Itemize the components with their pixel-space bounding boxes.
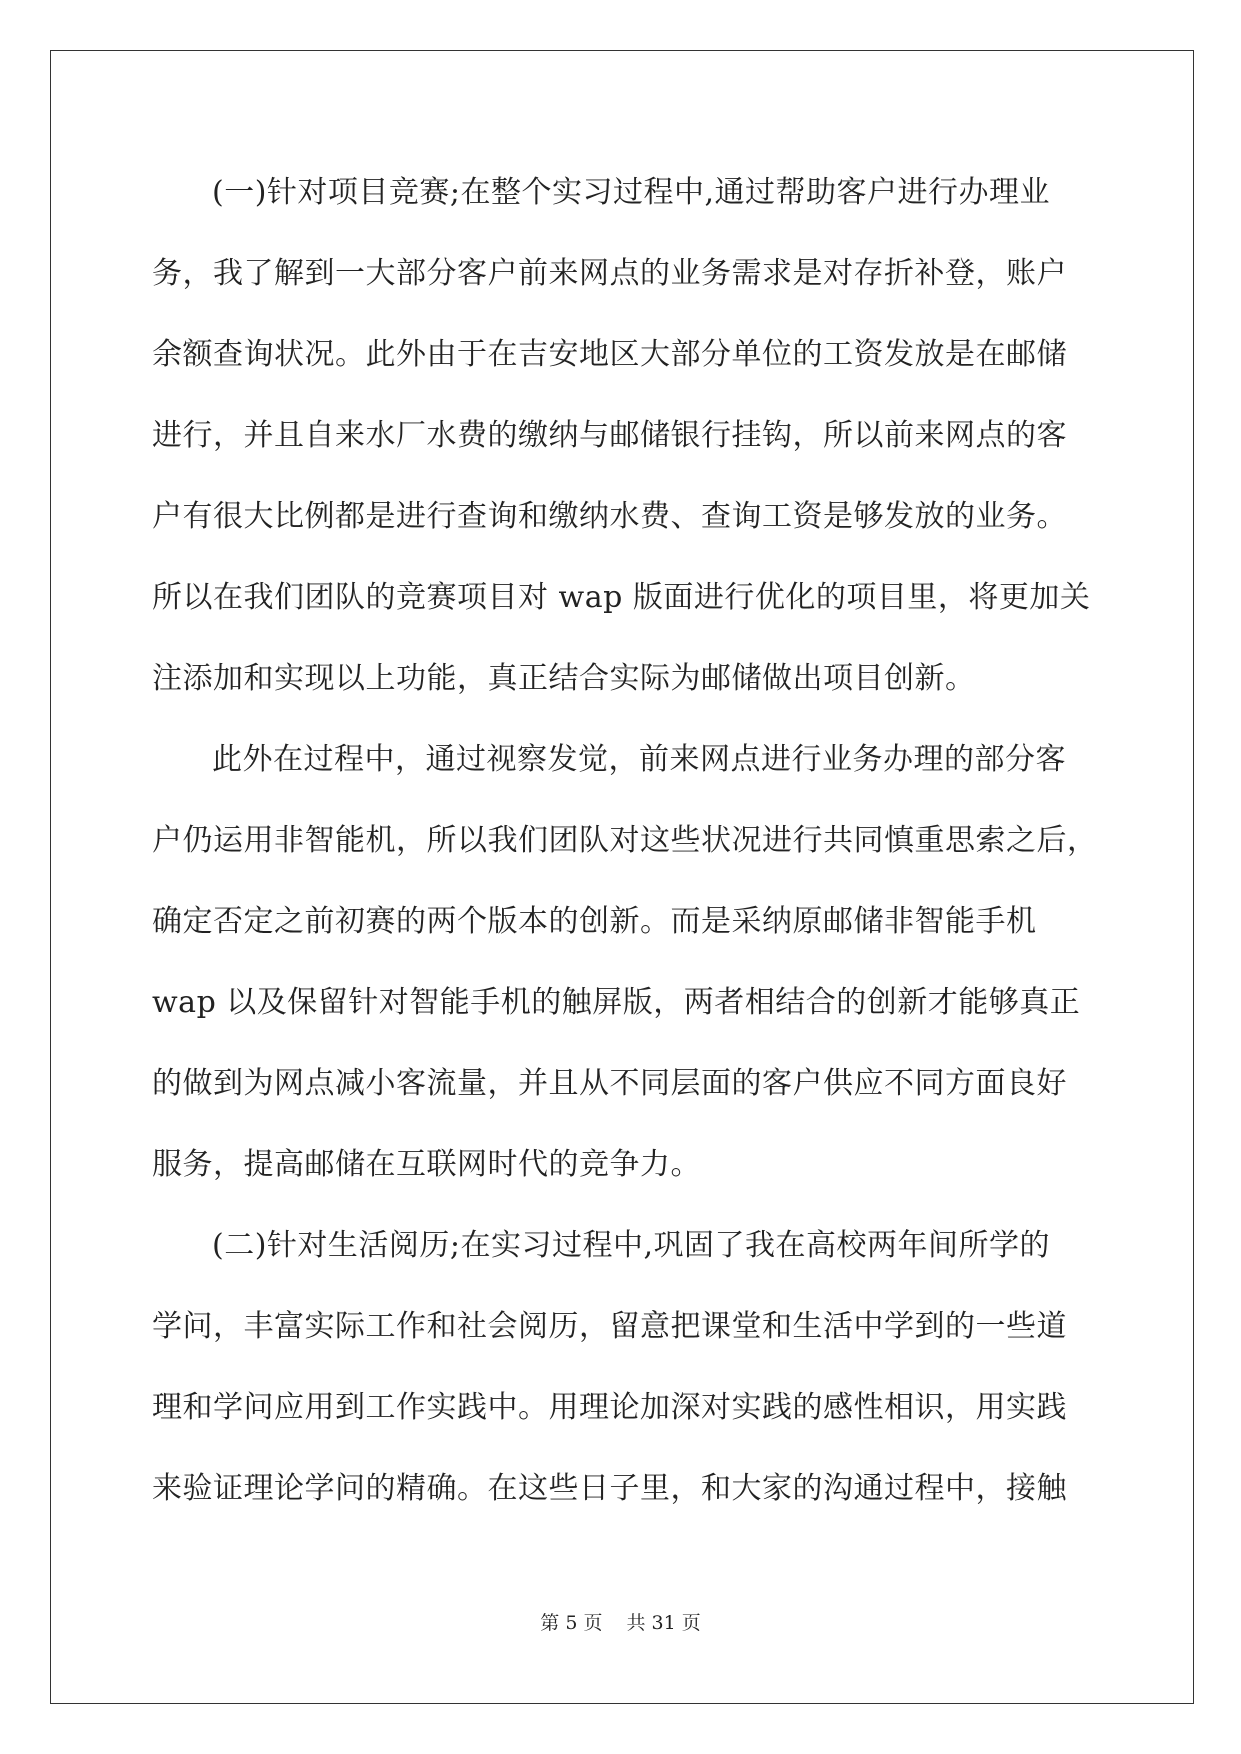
- page-footer: [0, 1608, 1241, 1635]
- text-line: 户仍运用非智能机，所以我们团队对这些状况进行共同慎重思索之后，: [152, 823, 1098, 858]
- text-line: 学问，丰富实际工作和社会阅历，留意把课堂和生活中学到的一些道: [152, 1309, 1067, 1344]
- text-line: 所以在我们团队的竞赛项目对 wap 版面进行优化的项目里，将更加关: [152, 580, 1091, 615]
- paragraph-3: [152, 1205, 1097, 1529]
- text-line: (二)针对生活阅历;在实习过程中,巩固了我在高校两年间所学的: [212, 1228, 1051, 1263]
- document-body: [152, 152, 1097, 1529]
- paragraph-2: [152, 719, 1097, 1205]
- text-line: wap 以及保留针对智能手机的触屏版，两者相结合的创新才能够真正: [152, 985, 1081, 1020]
- text-line: 进行，并且自来水厂水费的缴纳与邮储银行挂钩，所以前来网点的客: [152, 418, 1067, 453]
- text-line: 来验证理论学问的精确。在这些日子里，和大家的沟通过程中，接触: [152, 1471, 1067, 1506]
- text-line: 此外在过程中，通过视察发觉，前来网点进行业务办理的部分客: [212, 742, 1066, 777]
- text-line: 确定否定之前初赛的两个版本的创新。而是采纳原邮储非智能手机: [152, 904, 1037, 939]
- text-line: 理和学问应用到工作实践中。用理论加深对实践的感性相识，用实践: [152, 1390, 1067, 1425]
- text-line: 注添加和实现以上功能，真正结合实际为邮储做出项目创新。: [152, 661, 976, 696]
- page-number: 第 5 页: [540, 1612, 603, 1634]
- paragraph-1: [152, 152, 1097, 719]
- text-line: 户有很大比例都是进行查询和缴纳水费、查询工资是够发放的业务。: [152, 499, 1067, 534]
- text-line: 余额查询状况。此外由于在吉安地区大部分单位的工资发放是在邮储: [152, 337, 1067, 372]
- text-line: (一)针对项目竞赛;在整个实习过程中,通过帮助客户进行办理业: [212, 175, 1051, 210]
- text-line: 的做到为网点减小客流量，并且从不同层面的客户供应不同方面良好: [152, 1066, 1067, 1101]
- text-line: 务，我了解到一大部分客户前来网点的业务需求是对存折补登，账户: [152, 256, 1067, 291]
- page-total: 共 31 页: [626, 1612, 701, 1634]
- text-line: 服务，提高邮储在互联网时代的竞争力。: [152, 1147, 701, 1182]
